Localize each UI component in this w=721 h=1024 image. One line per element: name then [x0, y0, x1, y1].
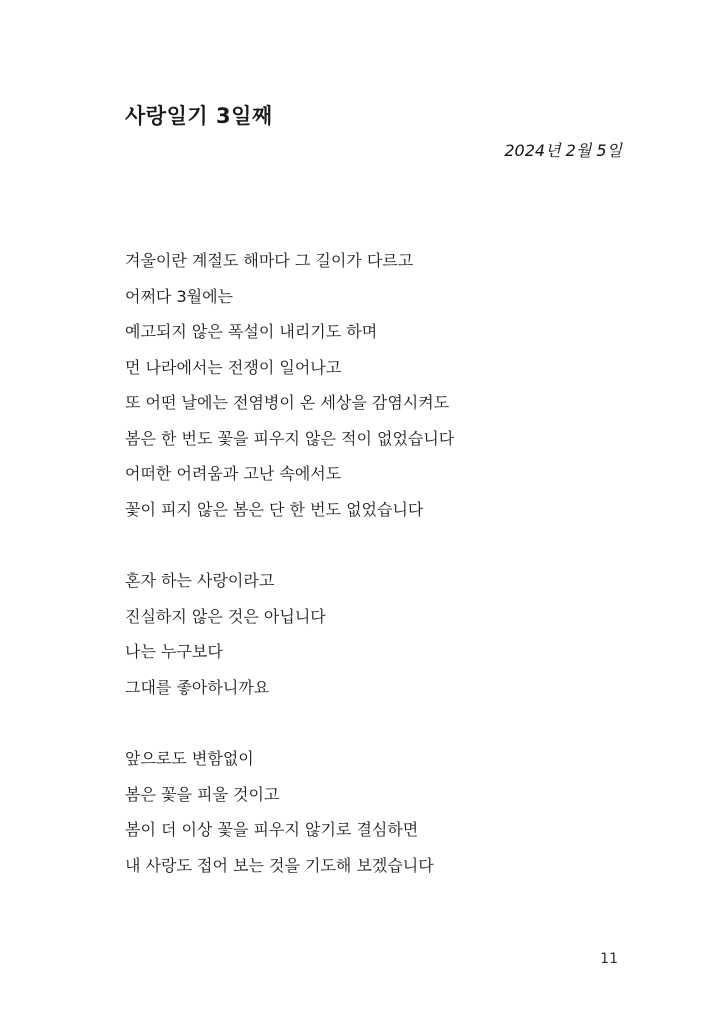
poem-line: 어떠한 어려움과 고난 속에서도: [125, 464, 342, 483]
poem-line: 혼자 하는 사랑이라고: [125, 571, 275, 590]
poem-line: 겨울이란 계절도 해마다 그 길이가 다르고: [125, 251, 414, 270]
poem-line: 그대를 좋아하니까요: [125, 677, 270, 697]
stanza-1: [125, 243, 645, 527]
page-number: 11: [600, 951, 618, 967]
poem-date: 2024년 2월 5일: [504, 141, 622, 160]
poem-line: 예고되지 않은 폭설이 내리기도 하며: [125, 322, 378, 341]
poem-body: [125, 243, 645, 919]
poem-line: 앞으로도 변함없이: [125, 749, 254, 768]
poem-line: 봄은 꽃을 피울 것이고: [125, 784, 280, 804]
poem-line: 봄은 한 번도 꽃을 피우지 않은 적이 없었습니다: [125, 428, 455, 448]
poem-line: 꽃이 피지 않은 봄은 단 한 번도 없었습니다: [125, 499, 424, 519]
poem-line: 진실하지 않은 것은 아닙니다: [125, 606, 326, 626]
stanza-2: [125, 563, 645, 705]
poem-line: 또 어떤 날에는 전염병이 온 세상을 감염시켜도: [125, 393, 450, 412]
poem-line: 어쩌다 3월에는: [125, 286, 234, 306]
poem-line: 내 사랑도 접어 보는 것을 기도해 보겠습니다: [125, 855, 434, 875]
poem-title: 사랑일기 3일째: [125, 104, 273, 128]
poem-line: 먼 나라에서는 전쟁이 일어나고: [125, 357, 342, 377]
poem-line: 봄이 더 이상 꽃을 피우지 않기로 결심하면: [125, 820, 419, 839]
poem-line: 나는 누구보다: [125, 642, 223, 661]
stanza-3: [125, 741, 645, 883]
